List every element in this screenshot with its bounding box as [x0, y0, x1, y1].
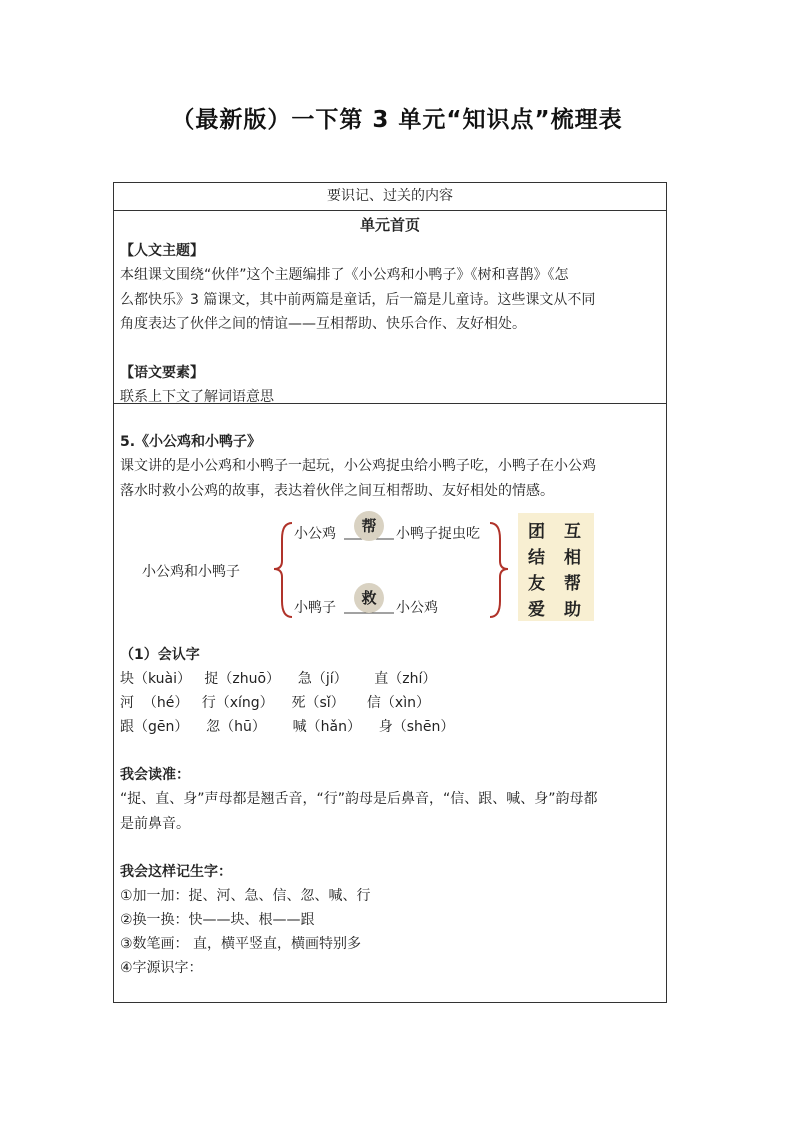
story-diagram	[142, 509, 602, 629]
value-char: 助	[564, 600, 581, 620]
recognize-row: 河 （hé） 行（xíng） 死（sǐ） 信（xìn）	[120, 695, 430, 711]
value-char: 帮	[564, 574, 581, 594]
theme-heading: 【人文主题】	[120, 243, 204, 259]
diagram-bottom-verb: 救	[354, 583, 384, 613]
read-text	[120, 787, 660, 836]
lesson5-summary	[120, 454, 660, 503]
value-char: 互	[564, 522, 581, 542]
knowledge-table	[113, 182, 667, 1003]
theme-line: 么都快乐》3 篇课文，其中前两篇是童话，后一篇是儿童诗。这些课文从不同	[120, 291, 596, 308]
recognize-row: 块（kuài） 捉（zhuō） 急（jí） 直（zhí）	[120, 671, 437, 687]
memo-item: ②换一换：快——块、根——跟	[120, 912, 315, 928]
memo-heading: 我会这样记生字：	[120, 864, 232, 880]
memo-item: ③数笔画： 直，横平竖直，横画特别多	[120, 936, 361, 952]
read-line: “捉、直、身”声母都是翘舌音，“行”韵母是后鼻音，“信、跟、喊、身”韵母都	[120, 791, 598, 807]
read-heading: 我会读准：	[120, 767, 190, 783]
language-heading: 【语文要素】	[120, 364, 204, 381]
summary-line: 课文讲的是小公鸡和小鸭子一起玩，小公鸡捉虫给小鸭子吃，小鸭子在小公鸡	[120, 458, 596, 474]
theme-line: 本组课文围绕“伙伴”这个主题编排了《小公鸡和小鸭子》《树和喜鹊》《怎	[120, 267, 569, 283]
table-header: 要识记、过关的内容	[114, 183, 666, 211]
value-char: 友	[528, 574, 545, 594]
values-box	[518, 513, 594, 621]
read-line: 是前鼻音。	[120, 815, 190, 832]
diagram-top-right: 小鸭子捉虫吃	[396, 526, 480, 542]
unit-home-title: 单元首页	[359, 216, 420, 234]
unit-home-section	[114, 211, 666, 404]
theme-line: 角度表达了伙伴之间的情谊——互相帮助、快乐合作、友好相处。	[120, 316, 526, 332]
value-char: 结	[528, 548, 545, 568]
recognize-heading: （1）会认字	[120, 647, 200, 663]
recognize-row: 跟（gēn） 忽（hū） 喊（hǎn） 身（shēn）	[120, 719, 455, 735]
diagram-center: 小公鸡和小鸭子	[142, 564, 240, 580]
lesson5-title: 5.《小公鸡和小鸭子》	[120, 434, 262, 450]
diagram-bottom-right: 小公鸡	[396, 600, 438, 616]
lesson5-section	[114, 404, 666, 980]
memo-item: ④字源识字：	[120, 960, 203, 976]
value-char: 团	[528, 522, 545, 542]
theme-text	[120, 263, 660, 337]
summary-line: 落水时救小公鸡的故事，表达着伙伴之间互相帮助、友好相处的情感。	[120, 482, 554, 499]
document-title: （最新版）一下第 3 单元“知识点”梳理表	[171, 107, 623, 133]
value-char: 爱	[528, 600, 545, 620]
value-char: 相	[564, 548, 581, 568]
memo-item: ①加一加：捉、河、急、信、忽、喊、行	[120, 888, 371, 904]
diagram-bottom-left: 小鸭子	[294, 600, 336, 616]
diagram-top-verb: 帮	[354, 511, 384, 541]
diagram-top-left: 小公鸡	[294, 526, 336, 542]
language-text: 联系上下文了解词语意思	[120, 388, 274, 405]
